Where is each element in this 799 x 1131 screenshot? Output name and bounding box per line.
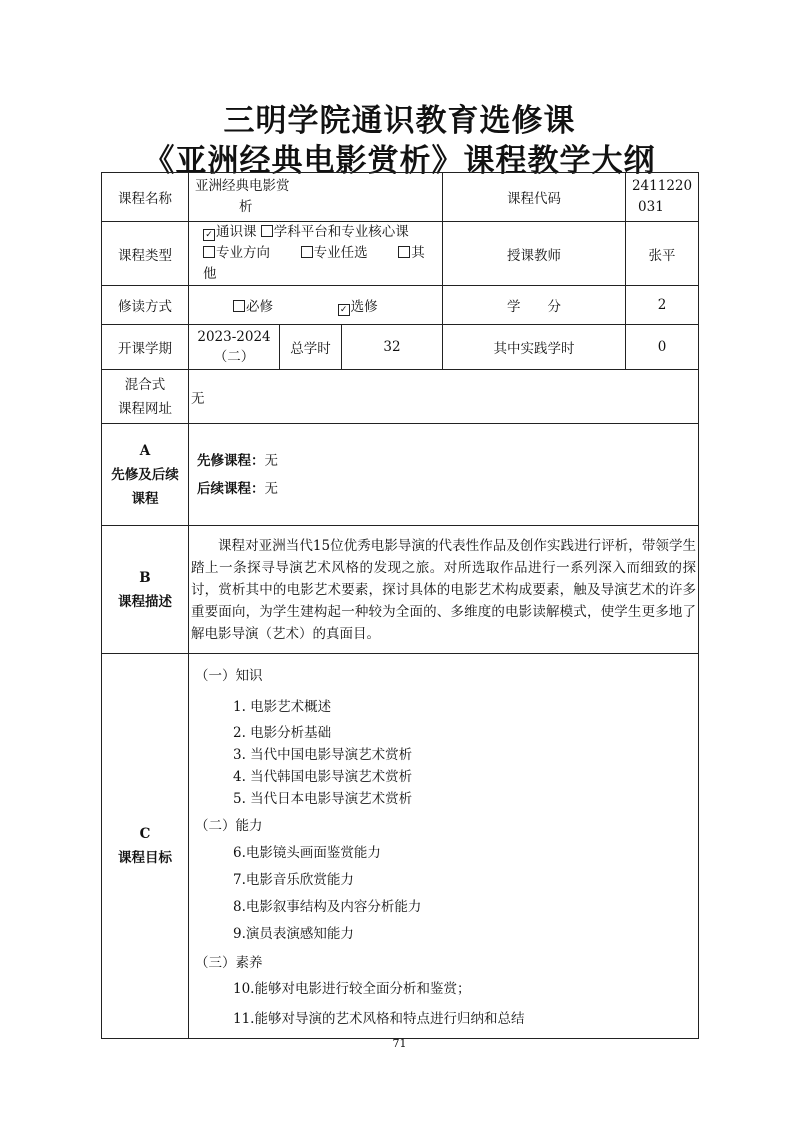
list-item: 4. 当代韩国电影导演艺术赏析 — [233, 769, 413, 785]
document-title-line1: 三明学院通识教育选修课 — [223, 103, 576, 139]
syllabus-table — [101, 172, 699, 1039]
course-name-value — [189, 173, 443, 222]
course-description: 课程对亚洲当代15位优秀电影导演的代表性作品及创作实践进行评析，带领学生踏上一条探寻导演艺术风格的发现之旅。对所选取作品进行一系列深入而细致的探讨，赏析其中的电影艺术要素，探讨具体的电影艺术构成要素，触及导演艺术的许多重要面向，为学生建构起一种较为全面的、多维度的电影读解模式，使学生更多地了解电影导演（艺术）的真面目。 — [189, 526, 699, 654]
knowledge-list — [195, 696, 692, 810]
list-item: 9.演员表演感知能力 — [233, 926, 354, 942]
study-mode-label: 修读方式 — [102, 286, 189, 325]
course-code-value — [626, 173, 699, 222]
semester-line1: 2023-2024 — [197, 329, 271, 345]
checkbox-unchecked — [203, 246, 215, 258]
option-label: 专业任选 — [313, 245, 368, 261]
option-label: 专业方向 — [216, 245, 270, 261]
list-item: 5. 当代日本电影导演艺术赏析 — [233, 791, 413, 807]
list-item: 6.电影镜头画面鉴赏能力 — [233, 845, 381, 861]
section-a-letter: A — [139, 442, 151, 459]
course-code-line1: 2411220 — [631, 178, 693, 194]
list-item: 7.电影音乐欣赏能力 — [233, 872, 354, 888]
course-type-label: 课程类型 — [102, 222, 189, 286]
list-item: 1. 电影艺术概述 — [233, 699, 332, 715]
blended-url-value: 无 — [189, 370, 699, 424]
checkbox-checked: ✓ — [203, 229, 215, 241]
blended-label-line1: 混合式 — [124, 376, 166, 393]
page-number: 71 — [392, 1037, 407, 1050]
table-row — [102, 286, 699, 325]
teacher-value: 张平 — [626, 222, 699, 286]
table-row — [102, 325, 699, 370]
prereq-value: 无 — [264, 452, 278, 469]
course-type-options — [189, 222, 443, 286]
ability-list — [195, 842, 692, 945]
section-c-letter: C — [139, 826, 151, 842]
list-item: 2. 电影分析基础 — [233, 725, 332, 741]
semester-line2: （二） — [213, 349, 255, 365]
option-label: 学科平台和专业核心课 — [273, 224, 409, 240]
practice-hours-label: 其中实践学时 — [443, 325, 626, 370]
followup-value: 无 — [264, 480, 278, 497]
table-row — [102, 222, 699, 286]
course-code-label: 课程代码 — [443, 173, 626, 222]
quality-list — [195, 978, 692, 1030]
option-label: 选修 — [350, 298, 378, 315]
section-c-title: 课程目标 — [118, 850, 172, 866]
practice-hours-value: 0 — [626, 325, 699, 370]
teacher-label: 授课教师 — [443, 222, 626, 286]
course-code-line2: 031 — [638, 199, 664, 215]
list-item: 8.电影叙事结构及内容分析能力 — [233, 899, 422, 915]
prereq-label: 先修课程： — [197, 452, 265, 469]
section-c-label — [102, 654, 189, 1039]
checkbox-unchecked — [398, 246, 410, 258]
list-item: 10.能够对电影进行较全面分析和鉴赏； — [233, 981, 471, 997]
table-row — [102, 424, 699, 526]
credit-value: 2 — [626, 286, 699, 325]
credit-label: 学 分 — [443, 286, 626, 325]
table-row — [102, 173, 699, 222]
semester-value — [189, 325, 280, 370]
quality-heading: （三）素养 — [195, 955, 263, 971]
section-b-label — [102, 526, 189, 654]
section-a-content — [189, 424, 699, 526]
option-label: 通识课 — [216, 224, 257, 240]
semester-label: 开课学期 — [102, 325, 189, 370]
table-row — [102, 370, 699, 424]
table-row — [102, 526, 699, 654]
table-row — [102, 654, 699, 1039]
list-item: 11.能够对导演的艺术风格和特点进行归纳和总结 — [233, 1011, 525, 1027]
checkbox-unchecked — [233, 300, 245, 312]
section-a-label-line2: 课程 — [131, 490, 159, 507]
document-title-line2: 《亚洲经典电影赏析》课程教学大纲 — [143, 143, 656, 179]
section-a-label — [102, 424, 189, 526]
section-b-letter: B — [139, 569, 151, 586]
checkbox-unchecked — [301, 246, 313, 258]
course-name-line2: 析 — [239, 199, 253, 215]
option-label: 其他 — [203, 245, 425, 282]
knowledge-heading: （一）知识 — [195, 668, 263, 684]
ability-heading: （二）能力 — [195, 818, 263, 834]
followup-label: 后续课程： — [197, 480, 265, 497]
course-objectives — [189, 654, 699, 1039]
course-name-label: 课程名称 — [102, 173, 189, 222]
checkbox-checked: ✓ — [338, 304, 350, 316]
course-name-line1: 亚洲经典电影赏 — [195, 178, 290, 194]
blended-url-label — [102, 370, 189, 424]
section-a-label-line1: 先修及后续 — [111, 466, 179, 483]
total-hours-label: 总学时 — [280, 325, 342, 370]
list-item: 3. 当代中国电影导演艺术赏析 — [233, 747, 413, 763]
checkbox-unchecked — [261, 225, 273, 237]
total-hours-value: 32 — [342, 325, 443, 370]
blended-label-line2: 课程网址 — [118, 400, 172, 417]
section-b-title: 课程描述 — [118, 593, 172, 610]
option-label: 必修 — [246, 298, 273, 315]
study-mode-options — [189, 286, 443, 325]
